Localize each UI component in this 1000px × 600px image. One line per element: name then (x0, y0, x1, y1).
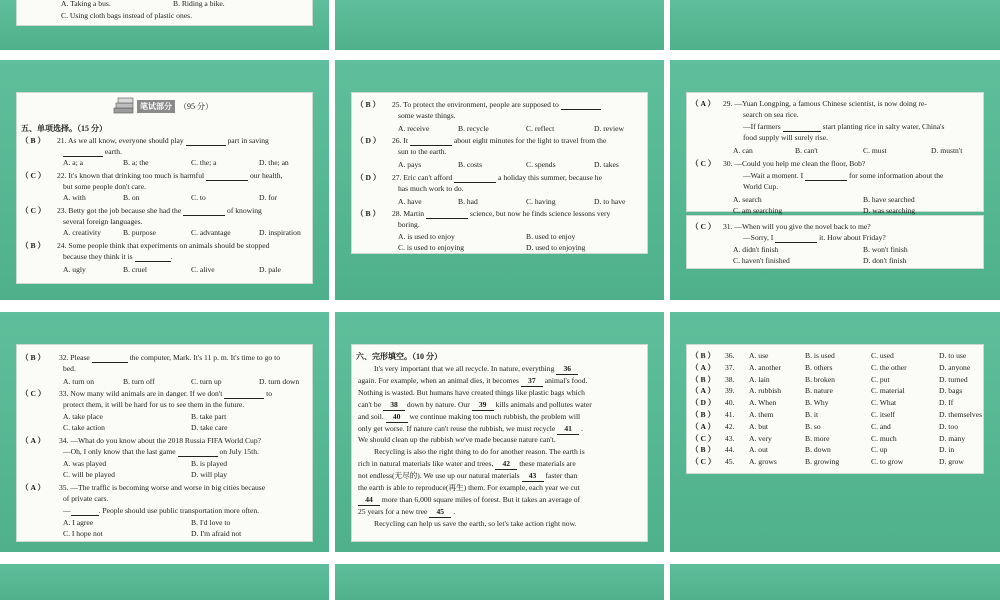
option-c: C. I hope not (63, 529, 103, 538)
cloze-answer: （ A ） (691, 421, 716, 431)
option-d: D. to use (939, 351, 967, 360)
question-26-cont: sun to the earth. (398, 147, 447, 156)
question-25-cont: some waste things. (398, 111, 456, 120)
passage-line (374, 447, 585, 457)
option-a: A. Taking a bus. (61, 0, 111, 8)
option-d: D. don't finish (863, 256, 907, 265)
blank-number: 45 (429, 507, 451, 518)
option-b: B. turn off (123, 377, 155, 386)
paper-sheet (351, 344, 648, 542)
option-a: A. was played (63, 459, 107, 468)
option-b: B. won't finish (863, 245, 908, 254)
option-b: B. costs (458, 160, 483, 169)
question-35: 35. —The traffic is becoming worse and worse in big cities because (59, 483, 266, 492)
option-d: D. in (939, 445, 955, 455)
question-number: 38. (725, 374, 735, 384)
option-a: A. with (63, 193, 86, 202)
passage-line (358, 388, 585, 398)
option-c: C. itself (871, 410, 896, 419)
section-title: 六、完形填空。（10 分） (356, 352, 442, 361)
passage-text: again. For example, when an animal dies, it becomes (358, 375, 519, 385)
slide-q32-35 (0, 312, 329, 552)
blank-number: 42 (495, 459, 517, 470)
question-28: 28. Martin science, but now he finds science lessons very (392, 209, 611, 218)
option-d: D. anyone (939, 362, 971, 372)
blank-number: 39 (472, 400, 494, 411)
question-32-cont: bed. (63, 364, 76, 373)
question-29: 29. —Yuan Longping, a famous Chinese scientist, is now doing re- (723, 99, 927, 108)
answer-q32: （ B ） (21, 353, 46, 362)
question-number: 41. (725, 410, 735, 419)
option-d: D. mustn't (931, 146, 963, 155)
option-c: C. haven't finished (733, 256, 790, 265)
question-27-cont: has much work to do. (398, 184, 464, 193)
option-c: C. alive (191, 265, 215, 274)
passage-text: animal's food. (544, 375, 588, 385)
option-a: A. ugly (63, 265, 86, 274)
cloze-answer: （ A ） (691, 362, 716, 372)
passage-line (358, 495, 580, 506)
option-c: C. is used to enjoying (398, 243, 465, 252)
paper-sheet (686, 92, 984, 215)
slide-q25-28 (335, 60, 664, 300)
option-d: D. I'm afraid not (191, 529, 242, 538)
passage-text: Recycling is also the right thing to do for another reason. The earth is (374, 447, 585, 457)
passage-line (358, 400, 592, 411)
blank-number: 43 (522, 471, 544, 482)
option-b: B. have searched (863, 195, 915, 204)
option-d: D. was searching (863, 206, 916, 215)
answer-q22: （ C ） (21, 171, 46, 180)
option-d: D. turn down (259, 377, 300, 386)
paper-sheet (16, 344, 313, 542)
question-22-cont: but some people don't care. (63, 182, 146, 191)
passage-text: Recycling can help us save the earth, so let's take action right now. (374, 518, 577, 528)
question-23-cont: several foreign languages. (63, 217, 143, 226)
blank-number: 37 (521, 376, 543, 387)
slide-cloze-passage (335, 312, 664, 552)
option-d: D. too (939, 421, 958, 431)
question-24: 24. Some people think that experiments on animals should be stopped (57, 241, 270, 250)
question-21-cont: earth. (63, 147, 122, 157)
cloze-answer: （ C ） (691, 457, 716, 467)
passage-text: can't be (358, 399, 382, 409)
option-a: A. another (749, 362, 782, 372)
question-30: 30. —Could you help me clean the floor, Bob? (723, 159, 866, 168)
option-c: C. advantage (191, 228, 231, 237)
option-c: C. must (863, 146, 887, 155)
passage-line (374, 364, 578, 375)
answer-q31: （ C ） (691, 222, 716, 231)
option-b: B. Why (805, 398, 829, 408)
option-a: A. use (749, 351, 769, 360)
cloze-answer: （ A ） (691, 386, 716, 396)
option-a: A. is used to enjoy (398, 232, 455, 241)
answer-q26: （ D ） (356, 136, 381, 145)
cloze-answer: （ C ） (691, 433, 716, 443)
option-d: D. inspiration (259, 228, 301, 237)
option-a: A. but (749, 421, 768, 431)
option-d: D. the; an (259, 158, 289, 167)
option-b: B. is used (805, 351, 835, 360)
question-31: 31. —When will you give the novel back to me? (723, 222, 871, 231)
option-d: D. to have (594, 197, 626, 206)
option-a: A. lain (749, 374, 770, 384)
question-34-reply: —Oh, I only know that the last game on July 15th. (63, 447, 259, 456)
answer-q35: （ A ） (21, 483, 46, 492)
passage-text: more than 6,000 square miles of forest. But it takes an average of (381, 494, 581, 504)
option-c: C. the; a (191, 158, 217, 167)
option-a: A. didn't finish (733, 245, 779, 254)
passage-text: kills animals and pollutes water (495, 399, 592, 409)
passage-line (358, 424, 583, 435)
passage-text: rich in natural materials like water and trees, (358, 459, 494, 469)
question-23: 23. Betty got the job because she had the of knowing (57, 206, 262, 215)
option-b: B. purpose (123, 228, 156, 237)
question-number: 40. (725, 398, 735, 408)
passage-text: and soil. (358, 411, 384, 421)
option-a: A. can (733, 146, 753, 155)
option-a: A. out (749, 445, 768, 455)
option-c: C. am searching (733, 206, 783, 215)
question-28-cont: boring. (398, 220, 420, 229)
option-b: B. used to enjoy (526, 232, 576, 241)
option-d: D. takes (594, 160, 619, 169)
option-b: B. I'd love to (191, 518, 231, 527)
option-b: B. so (805, 421, 821, 431)
answer-q28: （ B ） (356, 209, 381, 218)
question-number: 43. (725, 433, 735, 443)
passage-line (374, 519, 576, 529)
question-number: 39. (725, 386, 735, 396)
option-c: C. spends (526, 160, 556, 169)
slide-top-middle (335, 0, 664, 50)
cloze-answer: （ D ） (691, 398, 716, 408)
cloze-answer: （ B ） (691, 445, 716, 455)
passage-text: 25 years for a new tree (358, 506, 428, 516)
question-33-cont: protect them, it will be hard for us to see them in the future. (63, 400, 245, 409)
option-c: C. much (871, 433, 897, 443)
option-c: C. used (871, 351, 894, 360)
answer-q25: （ B ） (356, 100, 381, 109)
blank-number: 40 (386, 412, 408, 423)
question-35-cont: of private cars. (63, 494, 109, 503)
option-b: B. nature (805, 386, 833, 396)
answer-q33: （ C ） (21, 389, 46, 398)
option-a: A. receive (398, 124, 430, 133)
paper-sheet (351, 92, 648, 254)
option-c: C. What (871, 398, 897, 408)
question-34: 34. —What do you know about the 2018 Russia FIFA World Cup? (59, 436, 262, 445)
option-b: B. down (805, 445, 831, 455)
passage-line (358, 435, 556, 445)
option-b: B. take part (191, 412, 227, 421)
passage-text: We should clean up the rubbish we've made because nature can't. (358, 435, 556, 445)
written-part-score: （95 分） (179, 102, 213, 111)
option-c: C. up (871, 445, 888, 455)
option-b: B. more (805, 433, 830, 443)
blank-number: 41 (557, 424, 579, 435)
option-b: B. is played (191, 459, 228, 468)
slide-bottom-middle (335, 564, 664, 600)
option-a: A. have (398, 197, 422, 206)
option-a: A. creativity (63, 228, 101, 237)
passage-line (358, 471, 577, 482)
option-d: D. will play (191, 470, 228, 479)
option-a: A. very (749, 433, 772, 443)
blank-number: 36 (556, 364, 578, 375)
cloze-answer: （ B ） (691, 351, 716, 360)
option-d: D. take care (191, 423, 228, 432)
option-c: C. to (191, 193, 206, 202)
passage-text: we continue making too much rubbish, the problem will (409, 411, 581, 421)
question-29-cont: search on sea rice. (743, 110, 799, 119)
option-b: B. others (805, 362, 833, 372)
passage-line (358, 459, 576, 470)
option-c: C. reflect (526, 124, 555, 133)
option-d: D. many (939, 433, 966, 443)
option-a: A. search (733, 195, 762, 204)
passage-text: . (581, 423, 583, 433)
question-24-cont: because they think it is . (63, 252, 173, 261)
option-c: C. put (871, 374, 890, 384)
section-title: 五、单项选择。（15 分） (21, 124, 107, 133)
passage-text: not endless(无尽的). We use up our natural materials (358, 471, 520, 481)
paper-sheet (16, 0, 313, 26)
question-27: 27. Eric can't afford a holiday this summer, because he (392, 173, 602, 182)
passage-text: these materials are (519, 459, 576, 469)
answer-q30: （ C ） (691, 159, 716, 168)
slide-bottom-right (670, 564, 1000, 600)
option-c: C. and (871, 421, 891, 431)
question-21: 21. As we all know, everyone should play part in saving (57, 136, 269, 145)
answer-q29: （ A ） (691, 99, 716, 108)
option-b: B. recycle (458, 124, 489, 133)
option-d: D. grow (939, 457, 964, 467)
question-number: 45. (725, 457, 735, 467)
option-a: A. rubbish (749, 386, 782, 396)
option-a: A. I agree (63, 518, 94, 527)
question-35-reply: — . People should use public transportation more often. (63, 506, 260, 515)
option-a: A. them (749, 410, 774, 419)
books-icon (113, 97, 135, 115)
option-b: B. broken (805, 374, 835, 384)
question-22: 22. It's known that drinking too much is harmful our health, (57, 171, 283, 180)
slide-cloze-answers (670, 312, 1000, 552)
option-b: B. had (458, 197, 478, 206)
passage-line (358, 412, 580, 423)
question-number: 42. (725, 421, 735, 431)
passage-line (358, 507, 455, 518)
option-a: A. grows (749, 457, 777, 467)
paper-sheet (686, 344, 984, 474)
question-29-reply: —If farmers start planting rice in salty water, China's (743, 122, 945, 131)
answer-q23: （ C ） (21, 206, 46, 215)
option-a: A. turn on (63, 377, 95, 386)
question-number: 36. (725, 351, 735, 360)
slide-bottom-left (0, 564, 329, 600)
option-d: D. If (939, 398, 954, 408)
option-c: C. turn up (191, 377, 222, 386)
option-c: C. the other (871, 362, 907, 372)
cloze-answer: （ B ） (691, 374, 716, 384)
option-d: D. themselves (939, 410, 983, 419)
option-d: D. turned (939, 374, 968, 384)
option-c: C. will be played (63, 470, 115, 479)
slide-top-left (0, 0, 329, 50)
question-number: 44. (725, 445, 735, 455)
option-c: C. Using cloth bags instead of plastic ones. (61, 11, 192, 20)
written-part-label: 笔试部分 (137, 100, 175, 113)
cloze-answer: （ B ） (691, 410, 716, 419)
option-c: C. take action (63, 423, 105, 432)
option-c: C. to grow (871, 457, 904, 467)
answer-q34: （ A ） (21, 436, 46, 445)
option-b: B. on (123, 193, 140, 202)
passage-text: faster than (545, 471, 578, 481)
answer-q24: （ B ） (21, 241, 46, 250)
answer-q27: （ D ） (356, 173, 381, 182)
question-29-reply-cont: food supply will surely rise. (743, 133, 828, 142)
blank-number: 38 (383, 400, 405, 411)
passage-text: down by nature. Our (406, 399, 470, 409)
paper-sheet (686, 215, 984, 269)
option-d: D. for (259, 193, 278, 202)
question-30-reply-cont: World Cup. (743, 182, 779, 191)
slide-top-right (670, 0, 1000, 50)
option-a: A. a; a (63, 158, 84, 167)
passage-text: It's very important that we all recycle. In nature, everything (374, 364, 555, 373)
question-25: 25. To protect the environment, people are supposed to (392, 100, 601, 110)
slide-section5 (0, 60, 329, 300)
option-c: C. material (871, 386, 905, 396)
option-b: B. a; the (123, 158, 149, 167)
option-b: B. growing (805, 457, 840, 467)
question-33: 33. Now many wild animals are in danger. If we don't to (59, 389, 273, 398)
option-b: B. can't (795, 146, 818, 155)
passage-line (358, 376, 587, 387)
option-d: D. review (594, 124, 624, 133)
passage-text: Nothing is wasted. But humans have created things like plastic bags which (358, 387, 585, 397)
option-a: A. take place (63, 412, 103, 421)
option-d: D. pale (259, 265, 281, 274)
blank-number: 44 (358, 495, 380, 506)
option-b: B. cruel (123, 265, 148, 274)
passage-text: the earth is able to reproduce(再生) them. For example, each year we cut (358, 483, 580, 492)
option-a: A. pays (398, 160, 422, 169)
paper-sheet (16, 92, 313, 284)
slide-q29-31 (670, 60, 1000, 300)
question-31-reply: —Sorry, I it. How about Friday? (743, 233, 886, 242)
passage-text: only get worse. If nature can't reuse the rubbish, we must recycle (358, 423, 556, 433)
option-b: B. Riding a bike. (173, 0, 225, 8)
written-part-header (113, 97, 225, 115)
passage-text: . (453, 506, 456, 516)
answer-q21: （ B ） (21, 136, 46, 145)
option-d: D. used to enjoying (526, 243, 586, 252)
option-a: A. When (749, 398, 777, 408)
option-d: D. bags (939, 386, 963, 396)
passage-line (358, 483, 580, 493)
option-b: B. it (805, 410, 819, 419)
question-26: 26. It about eight minutes for the light to travel from the (392, 136, 607, 145)
question-32: 32. Please the computer, Mark. It's 11 p. m. It's time to go to (59, 353, 281, 362)
option-c: C. having (526, 197, 556, 206)
question-30-reply: —Wait a moment. I for some information about the (743, 171, 944, 180)
question-number: 37. (725, 362, 735, 372)
